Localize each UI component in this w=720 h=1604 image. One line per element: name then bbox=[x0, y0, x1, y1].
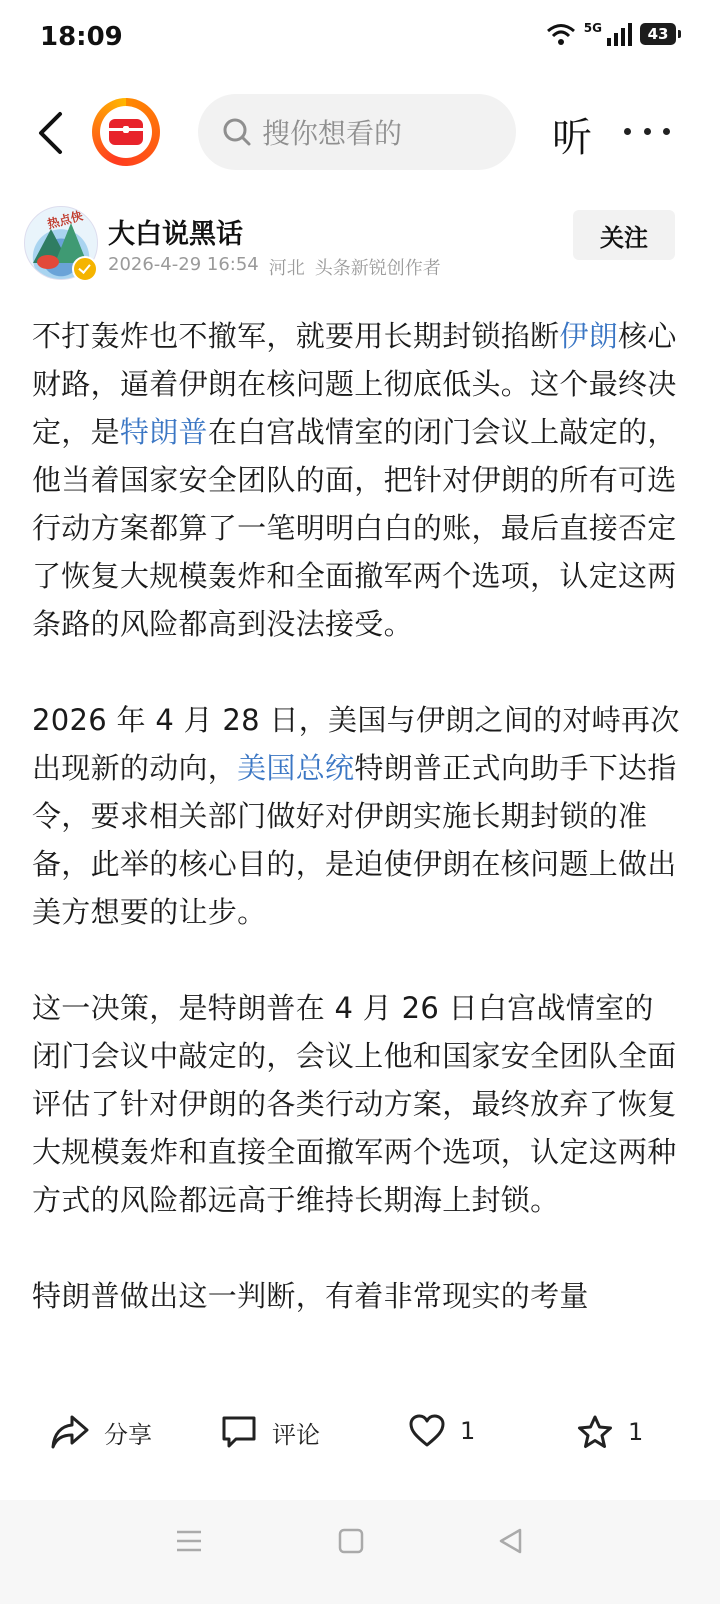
post-date: 2026-4-29 16:54 bbox=[108, 254, 259, 275]
listen-button[interactable]: 听 bbox=[552, 115, 592, 161]
status-icons bbox=[546, 22, 676, 46]
author-name[interactable]: 大白说黑话 bbox=[108, 219, 243, 250]
post-location: 河北 bbox=[268, 258, 305, 279]
like-count: 1 bbox=[460, 1417, 476, 1445]
search-bar[interactable] bbox=[198, 94, 516, 170]
verified-badge-icon bbox=[72, 256, 98, 282]
comment-button[interactable] bbox=[220, 1414, 320, 1450]
paragraph-2 bbox=[32, 696, 680, 936]
inline-topic-link[interactable]: 美国总统 bbox=[237, 751, 355, 785]
favorite-button[interactable] bbox=[576, 1414, 643, 1450]
network-type: 5G bbox=[583, 21, 602, 35]
paragraph-text: 2026 年 4 月 28 日，美国与伊朗之间的对峙再次出现新的动向， bbox=[32, 703, 680, 785]
search-icon bbox=[222, 117, 252, 147]
status-bar bbox=[0, 0, 720, 80]
author-meta bbox=[108, 254, 441, 280]
paragraph-3 bbox=[32, 984, 680, 1224]
paragraph-4 bbox=[32, 1272, 680, 1320]
battery-level: 43 bbox=[647, 25, 669, 43]
battery-icon bbox=[640, 23, 676, 45]
share-icon bbox=[50, 1414, 90, 1450]
more-options-icon[interactable] bbox=[624, 116, 670, 146]
favorite-count: 1 bbox=[628, 1418, 644, 1446]
paragraph-text: 核心财路，逼着伊朗在核问题上彻底低头。这个最终决定，是 bbox=[32, 319, 677, 449]
paragraph-text: 特朗普正式向助手下达指令，要求相关部门做好对伊朗实施长期封锁的准备，此举的核心目的，是迫使伊朗在核问题上做出美方想要的让步。 bbox=[32, 751, 677, 929]
top-header bbox=[0, 88, 720, 178]
paragraph-text: 特朗普做出这一判断，有着非常现实的考量 bbox=[32, 1279, 589, 1313]
star-icon bbox=[576, 1414, 614, 1450]
back-nav-icon[interactable] bbox=[496, 1526, 526, 1556]
app-logo-icon[interactable] bbox=[92, 98, 160, 166]
menu-icon[interactable] bbox=[174, 1526, 204, 1556]
signal-icon bbox=[606, 22, 632, 46]
follow-button[interactable]: 关注 bbox=[573, 210, 675, 260]
status-time: 18:09 bbox=[40, 22, 123, 52]
wifi-icon bbox=[546, 22, 576, 46]
like-button[interactable] bbox=[408, 1414, 475, 1448]
share-label: 分享 bbox=[104, 1420, 152, 1449]
paragraph-text: 这一决策，是特朗普在 4 月 26 日白宫战情室的闭门会议中敲定的，会议上他和国家安全团队全面评估了针对伊朗的各类行动方案，最终放弃了恢复大规模轰炸和直接全面撤军两个选项，认定这两种方式的风险都远高于维持长期海上封锁。 bbox=[32, 991, 677, 1217]
comment-label: 评论 bbox=[272, 1420, 320, 1449]
action-bar bbox=[0, 1396, 720, 1476]
heart-icon bbox=[408, 1414, 446, 1448]
inline-topic-link[interactable]: 特朗普 bbox=[119, 415, 208, 449]
share-button[interactable] bbox=[50, 1414, 152, 1450]
paragraph-1 bbox=[32, 312, 680, 648]
article-body bbox=[32, 312, 680, 1387]
paragraph-text: 在白宫战情室的闭门会议上敲定的，他当着国家安全团队的面，把针对伊朗的所有可选行动方案都算了一笔明明白白的账，最后直接否定了恢复大规模轰炸和全面撤军两个选项，认定这两条路的风险都高到没法接受。 bbox=[32, 415, 677, 641]
avatar-tag: 热点侠 bbox=[45, 208, 85, 232]
back-button[interactable] bbox=[30, 108, 70, 158]
home-icon[interactable] bbox=[336, 1526, 366, 1556]
inline-topic-link[interactable]: 伊朗 bbox=[559, 319, 619, 353]
system-nav-bar bbox=[0, 1500, 720, 1604]
comment-icon bbox=[220, 1414, 258, 1450]
paragraph-text: 不打轰炸也不撤军，就要用长期封锁掐断 bbox=[32, 319, 560, 353]
search-placeholder: 搜你想看的 bbox=[262, 117, 403, 150]
author-row bbox=[0, 200, 720, 290]
creator-badge: 头条新锐创作者 bbox=[314, 258, 441, 279]
back-arrow-icon bbox=[36, 111, 64, 155]
